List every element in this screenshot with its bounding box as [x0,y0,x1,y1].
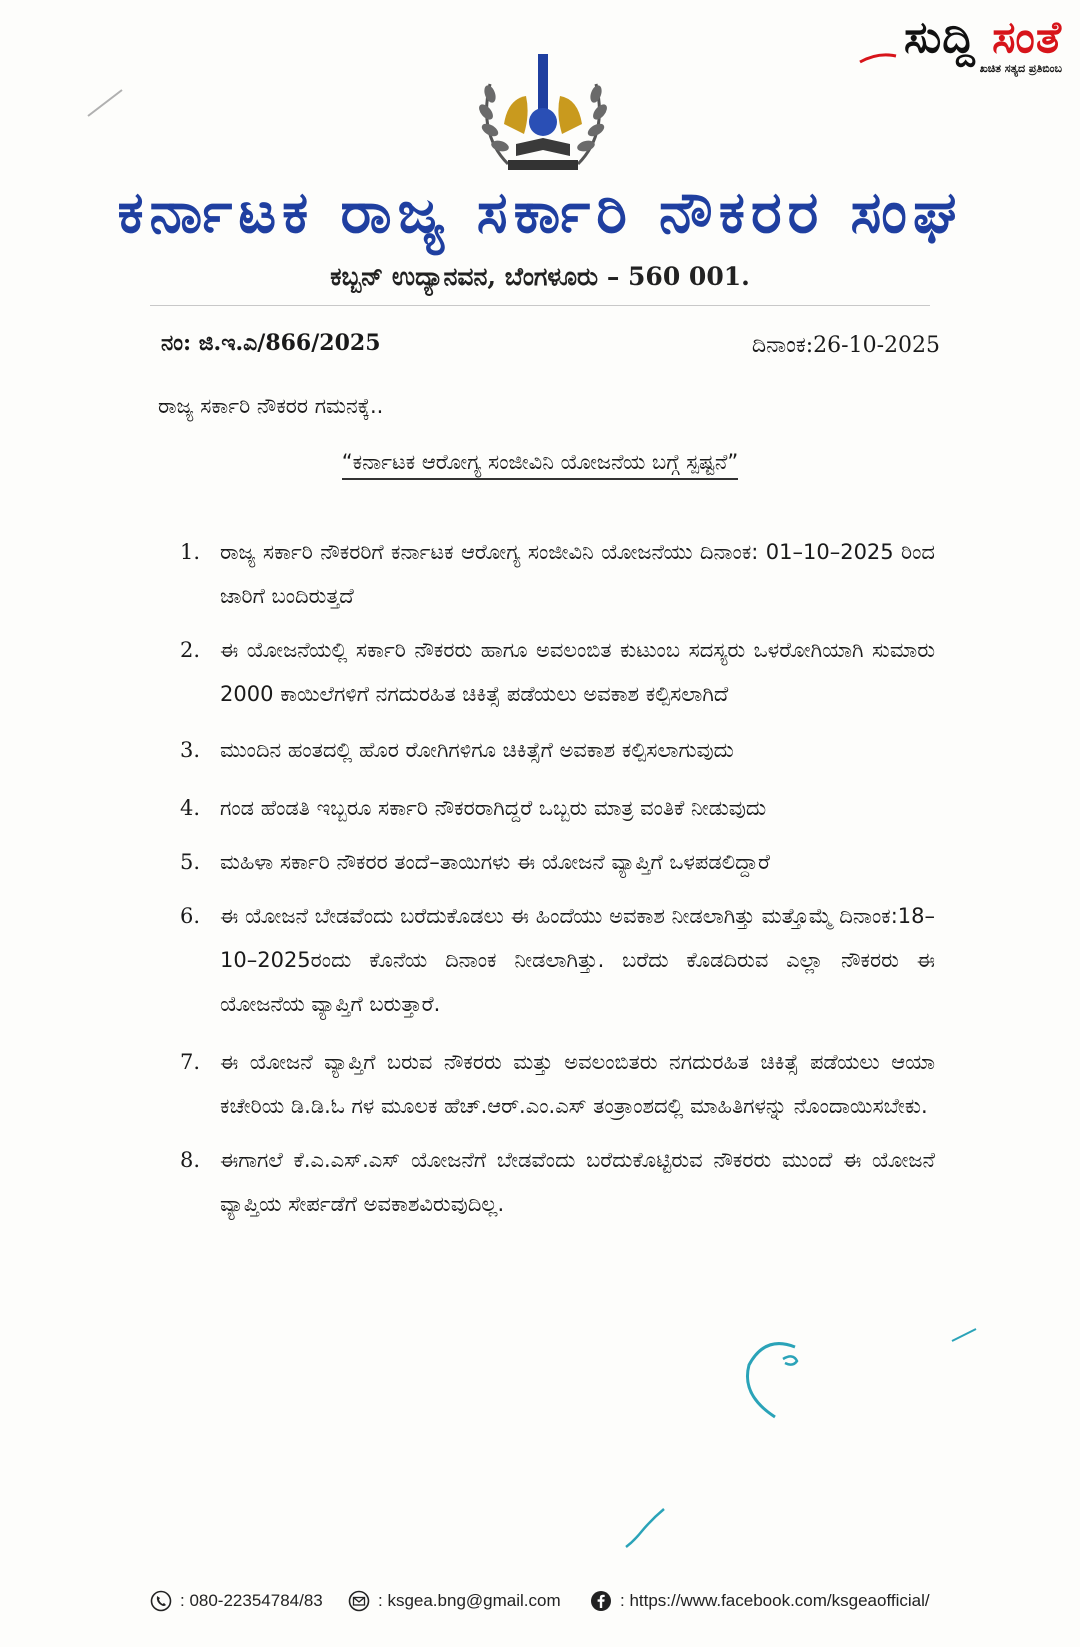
brand-name-part2: ಸಂತೆ [992,12,1062,63]
list-item [180,728,935,772]
list-item-text: ಗಂಡ ಹೆಂಡತಿ ಇಬ್ಬರೂ ಸರ್ಕಾರಿ ನೌಕರರಾಗಿದ್ದರೆ ಒಬ್ಬರು ಮಾತ್ರ ವಂತಿಕೆ ನೀಡುವುದು [220,796,767,820]
ksgea-emblem-icon [468,44,618,184]
list-item-text: ರಾಜ್ಯ ಸರ್ಕಾರಿ ನೌಕರರಿಗೆ ಕರ್ನಾಟಕ ಆರೋಗ್ಯ ಸಂಜೀವಿನಿ ಯೋಜನೆಯು ದಿನಾಂಕ: 01–10–2025 ರಿಂದ ಜಾರಿಗೆ ಬಂದಿರುತ್ತದೆ [220,540,935,608]
org-title: ಕರ್ನಾಟಕ ರಾಜ್ಯ ಸರ್ಕಾರಿ ನೌಕರರ ಸಂಘ [117,178,963,246]
list-item [180,530,935,618]
footer-facebook [590,1590,930,1612]
pen-mark-icon [86,88,126,118]
list-item [180,786,935,830]
header-divider [150,305,930,306]
brand-tagline: ಖಚಿತ ಸತ್ಯದ ಪ್ರತಿಬಿಂಬ [979,62,1062,75]
signature-mark [735,1335,815,1425]
brand-name-part1: ಸುದ್ದಿ [903,12,976,63]
footer-email [348,1590,561,1612]
salutation: ರಾಜ್ಯ ಸರ್ಕಾರಿ ನೌಕರರ ಗಮನಕ್ಕೆ.. [158,394,384,418]
list-item-number: 1. [180,540,201,564]
list-item [180,1138,935,1226]
list-item-text: ಮಹಿಳಾ ಸರ್ಕಾರಿ ನೌಕರರ ತಂದೆ–ತಾಯಿಗಳು ಈ ಯೋಜನೆ ವ್ಯಾಪ್ತಿಗೆ ಒಳಪಡಲಿದ್ದಾರೆ [220,850,770,874]
contact-footer [150,1590,950,1620]
pen-mark-icon [950,1325,980,1345]
list-item-number: 8. [180,1148,201,1172]
list-item-number: 3. [180,738,201,762]
list-item-text: ಮುಂದಿನ ಹಂತದಲ್ಲಿ ಹೊರ ರೋಗಿಗಳಿಗೂ ಚಿಕಿತ್ಸೆಗೆ ಅವಕಾಶ ಕಲ್ಪಿಸಲಾಗುವುದು [220,738,734,762]
subject-line [0,450,1080,475]
reference-number: ನಂ: ಜಿ.ಇ.ಎ/866/2025 [161,330,381,356]
footer-phone-text: : 080-22354784/83 [180,1591,323,1610]
facebook-icon [590,1590,612,1612]
list-item-text: ಈ ಯೋಜನೆಯಲ್ಲಿ ಸರ್ಕಾರಿ ನೌಕರರು ಹಾಗೂ ಅವಲಂಬಿತ ಕುಟುಂಬ ಸದಸ್ಯರು ಒಳರೋಗಿಯಾಗಿ ಸುಮಾರು 2000 ಕಾಯಿಲೆಗಳಿಗೆ ನಗದುರಹಿತ ಚಿಕಿತ್ಸೆ ಪಡೆಯಲು ಅವಕಾಶ ಕಲ್ಪಿಸಲಾಗಿದೆ [220,638,935,706]
list-item-number: 4. [180,796,201,820]
phone-icon [150,1590,172,1612]
list-item [180,840,935,884]
footer-phone [150,1590,323,1612]
subject-text: “ಕರ್ನಾಟಕ ಆರೋಗ್ಯ ಸಂಜೀವಿನಿ ಯೋಜನೆಯ ಬಗ್ಗೆ ಸ್ಪಷ್ಟನೆ” [342,450,739,480]
footer-email-text[interactable]: : ksgea.bng@gmail.com [378,1591,561,1610]
numbered-list [180,530,935,1226]
org-address: ಕಬ್ಬನ್ ಉದ್ಯಾನವನ, ಬೆಂಗಳೂರು – 560 001. [330,262,750,291]
list-item-text: ಈಗಾಗಲೆ ಕೆ.ಎ.ಎಸ್.ಎಸ್ ಯೋಜನೆಗೆ ಬೇಡವೆಂದು ಬರೆದುಕೊಟ್ಟಿರುವ ನೌಕರರು ಮುಂದೆ ಈ ಯೋಜನೆ ವ್ಯಾಪ್ತಿಯ ಸೇರ್ಪಡೆಗೆ ಅವಕಾಶವಿರುವುದಿಲ್ಲ. [220,1148,935,1216]
list-item [180,894,935,1026]
email-icon [348,1590,370,1612]
list-item-text: ಈ ಯೋಜನೆ ವ್ಯಾಪ್ತಿಗೆ ಬರುವ ನೌಕರರು ಮತ್ತು ಅವಲಂಬಿತರು ನಗದುರಹಿತ ಚಿಕಿತ್ಸೆ ಪಡೆಯಲು ಆಯಾ ಕಚೇರಿಯ ಡಿ.ಡಿ.ಓ ಗಳ ಮೂಲಕ ಹೆಚ್.ಆರ್.ಎಂ.ಎಸ್ ತಂತ್ರಾಂಶದಲ್ಲಿ ಮಾಹಿತಿಗಳನ್ನು ನೊಂದಾಯಿಸಬೇಕು. [220,1050,935,1118]
list-item [180,1040,935,1128]
list-item-number: 6. [180,904,201,928]
reference-date: ದಿನಾಂಕ:26-10-2025 [751,333,940,358]
list-item [180,628,935,716]
list-item-number: 7. [180,1050,201,1074]
list-item-text: ಈ ಯೋಜನೆ ಬೇಡವೆಂದು ಬರೆದುಕೊಡಲು ಈ ಹಿಂದೆಯು ಅವಕಾಶ ನೀಡಲಾಗಿತ್ತು ಮತ್ತೊಮ್ಮೆ ದಿನಾಂಕ:18–10–2025ರಂದು ಕೊನೆಯ ದಿನಾಂಕ ನೀಡಲಾಗಿತ್ತು. ಬರೆದು ಕೊಡದಿರುವ ಎಲ್ಲಾ ನೌಕರರು ಈ ಯೋಜನೆಯ ವ್ಯಾಪ್ತಿಗೆ ಬರುತ್ತಾರೆ. [220,904,935,1016]
brand-swoosh-icon [858,50,898,66]
list-item-number: 5. [180,850,201,874]
pen-mark-icon [620,1505,670,1555]
footer-facebook-link[interactable]: : https://www.facebook.com/ksgeaofficial/ [620,1591,930,1610]
list-item-number: 2. [180,638,201,662]
news-brand-logo [903,12,1062,76]
